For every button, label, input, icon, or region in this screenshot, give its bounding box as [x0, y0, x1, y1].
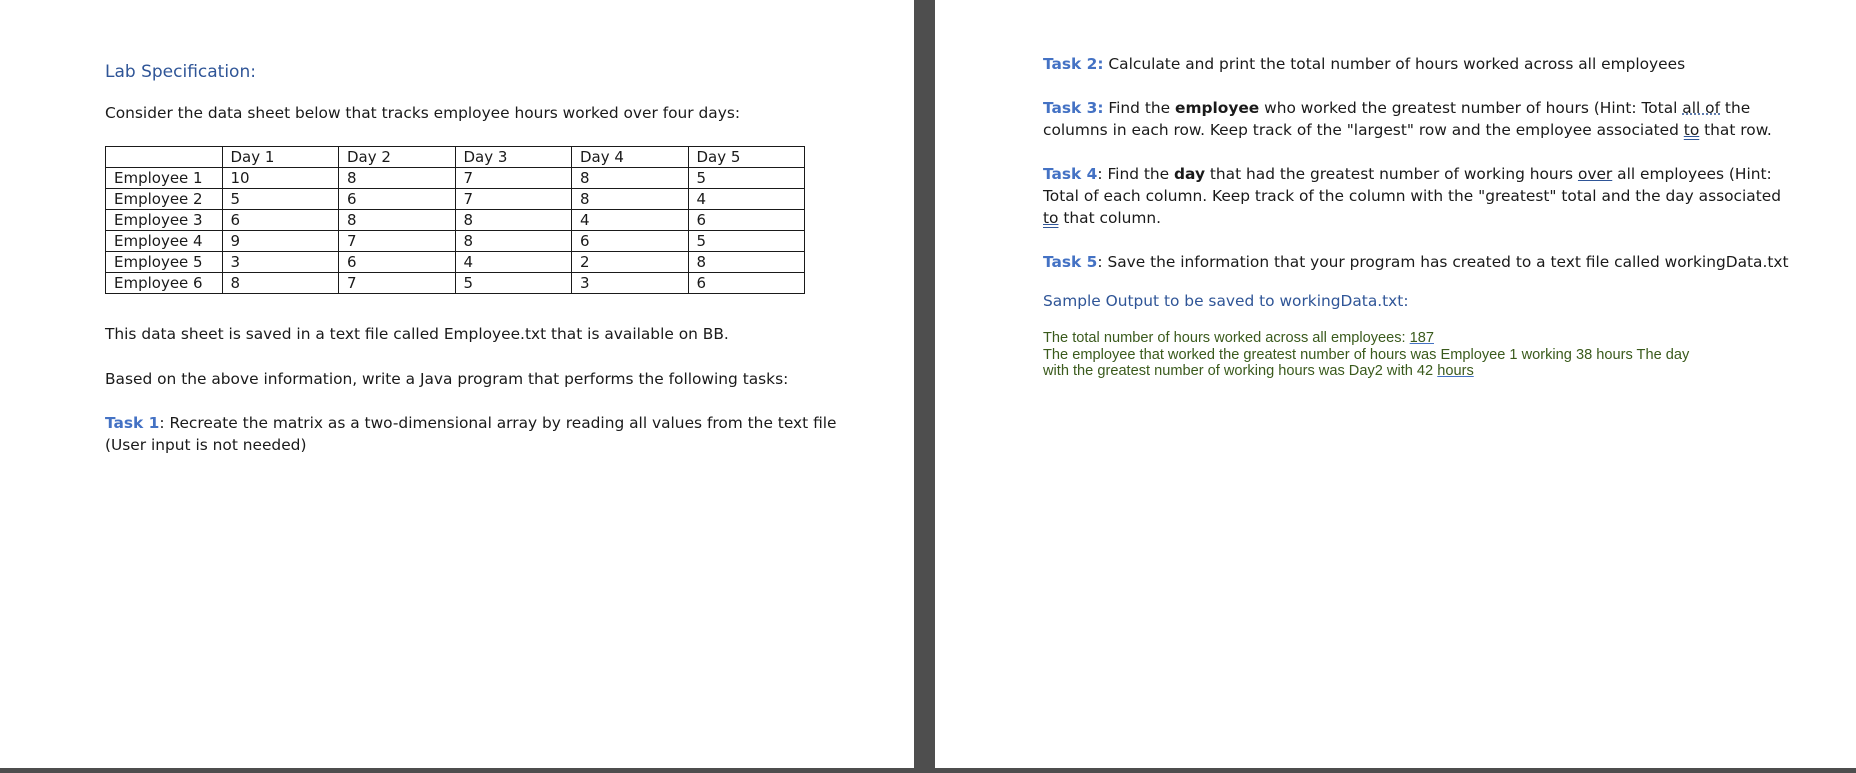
task2-paragraph — [1043, 53, 1685, 75]
task3-paragraph — [1043, 97, 1772, 141]
task4-over: over — [1577, 165, 1613, 183]
task4-text-c: all employees (Hint: — [1612, 165, 1772, 183]
table-header-row — [106, 147, 805, 168]
table-header-cell — [106, 147, 223, 168]
table-cell: 8 — [222, 273, 339, 294]
table-header-cell: Day 4 — [572, 147, 689, 168]
task4-label: Task 4 — [1043, 165, 1098, 183]
table-cell: 8 — [688, 252, 805, 273]
sample-line1: The total number of hours worked across all employees: — [1043, 330, 1410, 346]
task4-bold-day: day — [1174, 165, 1205, 183]
table-cell: 10 — [222, 168, 339, 189]
table-cell: 6 — [688, 273, 805, 294]
table-row-label: Employee 1 — [106, 168, 223, 189]
table-cell: 8 — [572, 168, 689, 189]
table-cell: 7 — [339, 231, 456, 252]
table-cell: 5 — [455, 273, 572, 294]
table-cell: 7 — [339, 273, 456, 294]
task3-label: Task 3: — [1043, 99, 1104, 117]
table-row — [106, 273, 805, 294]
table-cell: 6 — [688, 210, 805, 231]
table-cell: 7 — [455, 189, 572, 210]
based-on-paragraph: Based on the above information, write a Java program that performs the following tasks: — [105, 370, 789, 388]
table-cell: 6 — [222, 210, 339, 231]
table-row — [106, 252, 805, 273]
table-header-cell: Day 1 — [222, 147, 339, 168]
table-cell: 4 — [455, 252, 572, 273]
task2-label: Task 2: — [1043, 55, 1104, 73]
table-row — [106, 189, 805, 210]
table-cell: 6 — [339, 189, 456, 210]
task1-text: : Recreate the matrix as a two-dimensional array by reading all values from the text file — [159, 414, 837, 432]
sample-output-block — [1043, 330, 1689, 380]
task5-paragraph — [1043, 251, 1789, 273]
task3-text-a: Find the — [1103, 99, 1175, 117]
sample-output-title: Sample Output to be saved to workingData.txt: — [1043, 292, 1409, 310]
intro-paragraph: Consider the data sheet below that tracks employee hours worked over four days: — [105, 104, 741, 122]
table-cell: 8 — [455, 231, 572, 252]
lab-specification-heading: Lab Specification: — [105, 62, 256, 82]
table-cell: 3 — [572, 273, 689, 294]
task1-paragraph — [105, 412, 837, 456]
task3-text-c: the — [1720, 99, 1751, 117]
table-row — [106, 168, 805, 189]
table-cell: 7 — [455, 168, 572, 189]
page-2 — [935, 0, 1856, 768]
table-header-cell: Day 5 — [688, 147, 805, 168]
task4-to: to — [1043, 209, 1059, 227]
table-header-cell: Day 3 — [455, 147, 572, 168]
task4-line3: that column. — [1058, 209, 1162, 227]
employee-hours-table — [105, 146, 805, 294]
table-row-label: Employee 4 — [106, 231, 223, 252]
task4-text-a: : Find the — [1097, 165, 1175, 183]
table-cell: 4 — [688, 189, 805, 210]
table-row — [106, 210, 805, 231]
table-cell: 9 — [222, 231, 339, 252]
table-cell: 5 — [688, 168, 805, 189]
task1-text-line2: (User input is not needed) — [105, 436, 307, 454]
table-cell: 8 — [339, 168, 456, 189]
task1-label: Task 1 — [105, 414, 160, 432]
table-row-label: Employee 2 — [106, 189, 223, 210]
sample-line2: The employee that worked the greatest number of hours was Employee 1 working 38 hours The day — [1043, 346, 1690, 363]
table-cell: 8 — [572, 189, 689, 210]
table-cell: 5 — [222, 189, 339, 210]
table-row-label: Employee 6 — [106, 273, 223, 294]
task4-paragraph — [1043, 163, 1781, 229]
table-cell: 4 — [572, 210, 689, 231]
table-cell: 8 — [455, 210, 572, 231]
table-cell: 6 — [572, 231, 689, 252]
task3-to: to — [1683, 121, 1700, 139]
table-cell: 6 — [339, 252, 456, 273]
table-header-cell: Day 2 — [339, 147, 456, 168]
task4-text-b: that had the greatest number of working hours — [1205, 165, 1578, 183]
table-row-label: Employee 3 — [106, 210, 223, 231]
table-cell: 3 — [222, 252, 339, 273]
task3-all-of: all of — [1682, 99, 1721, 117]
task5-text: : Save the information that your program has created to a text file called workingData.txt — [1097, 253, 1789, 271]
task3-line2b: that row. — [1699, 121, 1772, 139]
task3-line2a: columns in each row. Keep track of the "largest" row and the employee associated — [1043, 121, 1684, 139]
sample-total: 187 — [1409, 330, 1434, 346]
table-cell: 8 — [339, 210, 456, 231]
page-1 — [0, 0, 914, 768]
saved-note-paragraph: This data sheet is saved in a text file called Employee.txt that is available on BB. — [105, 325, 729, 343]
task3-bold-employee: employee — [1175, 99, 1260, 117]
task2-text: Calculate and print the total number of hours worked across all employees — [1103, 55, 1686, 73]
table-row-label: Employee 5 — [106, 252, 223, 273]
table-cell: 2 — [572, 252, 689, 273]
sample-line3: with the greatest number of working hours was Day2 with 42 — [1043, 363, 1438, 379]
task5-label: Task 5 — [1043, 253, 1098, 271]
task3-text-b: who worked the greatest number of hours (Hint: Total — [1259, 99, 1683, 117]
table-row — [106, 231, 805, 252]
sample-hours: hours — [1437, 363, 1474, 379]
task4-line2: Total of each column. Keep track of the column with the "greatest" total and the day associated — [1043, 187, 1781, 205]
table-cell: 5 — [688, 231, 805, 252]
